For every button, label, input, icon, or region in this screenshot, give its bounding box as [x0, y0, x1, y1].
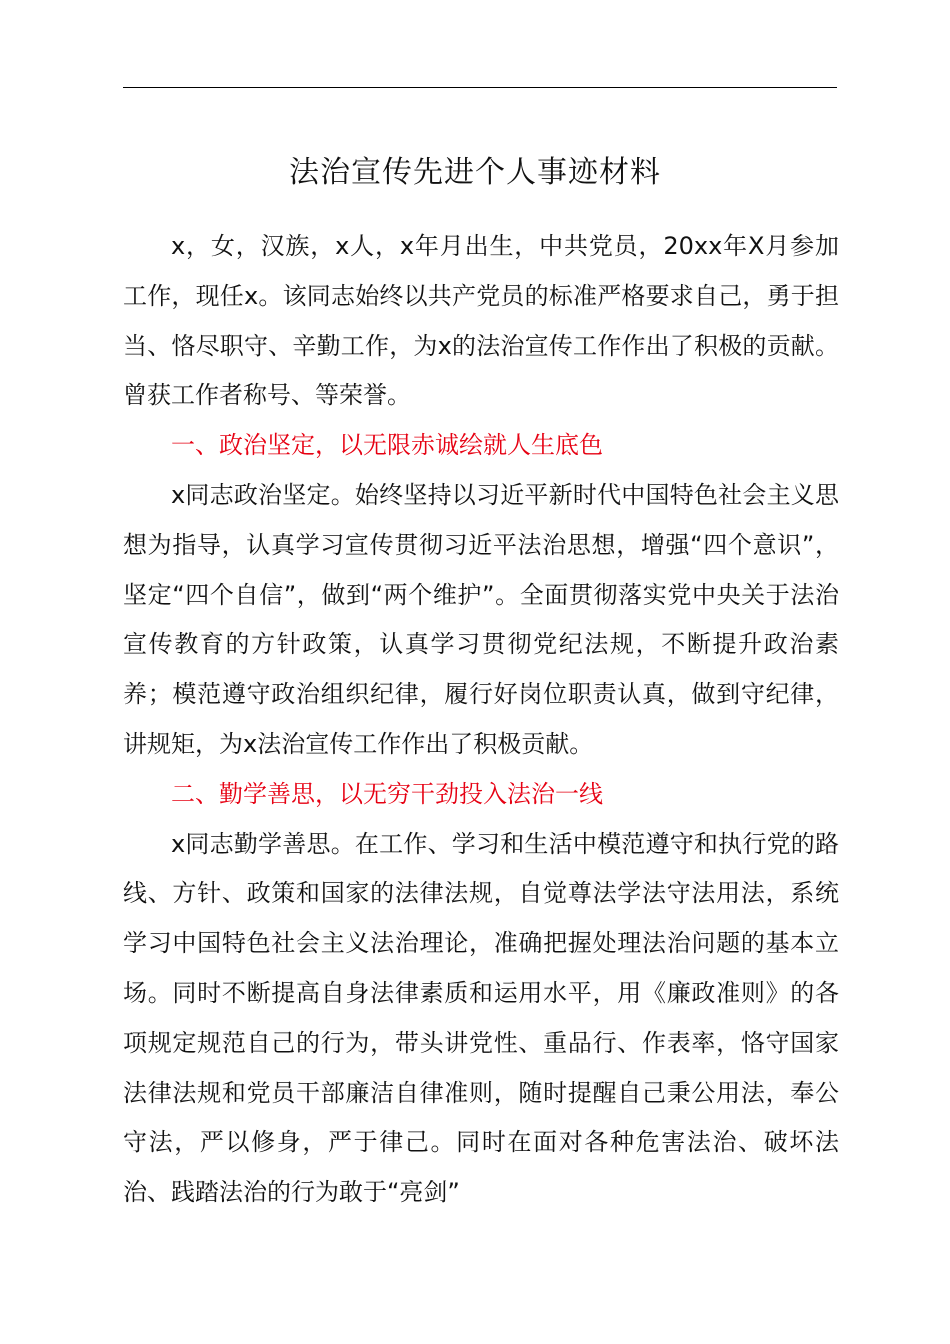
- section-heading-1: 一、政治坚定，以无限赤诚绘就人生底色: [171, 431, 603, 460]
- document-body: [123, 222, 839, 1218]
- paragraph-intro: x，女，汉族，x人，x年月出生，中共党员，20xx年X月参加工作，现任x。该同志始终以共产党员的标准严格要求自己，勇于担当、恪尽职守、辛勤工作，为x的法治宣传工作作出了积极的贡献。曾获工作者称号、等荣誉。: [123, 232, 839, 410]
- paragraph-section-1: x同志政治坚定。始终坚持以习近平新时代中国特色社会主义思想为指导，认真学习宣传贯彻习近平法治思想，增强“四个意识”，坚定“四个自信”，做到“两个维护”。全面贯彻落实党中央关于法治宣传教育的方针政策，认真学习贯彻党纪法规，不断提升政治素养；模范遵守政治组织纪律，履行好岗位职责认真，做到守纪律，讲规矩，为x法治宣传工作作出了积极贡献。: [123, 480, 839, 758]
- section-heading-2: 二、勤学善思，以无穷干劲投入法治一线: [171, 779, 603, 808]
- paragraph-section-2: x同志勤学善思。在工作、学习和生活中模范遵守和执行党的路线、方针、政策和国家的法律法规，自觉尊法学法守法用法，系统学习中国特色社会主义法治理论，准确把握处理法治问题的基本立场。同时不断提高自身法律素质和运用水平，用《廉政准则》的各项规定规范自己的行为，带头讲党性、重品行、作表率，恪守国家法律法规和党员干部廉洁自律准则，随时提醒自己秉公用法，奉公守法，严以修身，严于律己。同时在面对各种危害法治、破坏法治、践踏法治的行为敢于“亮剑”: [123, 829, 839, 1207]
- document-title: 法治宣传先进个人事迹材料: [289, 155, 661, 190]
- header-rule: [123, 87, 837, 88]
